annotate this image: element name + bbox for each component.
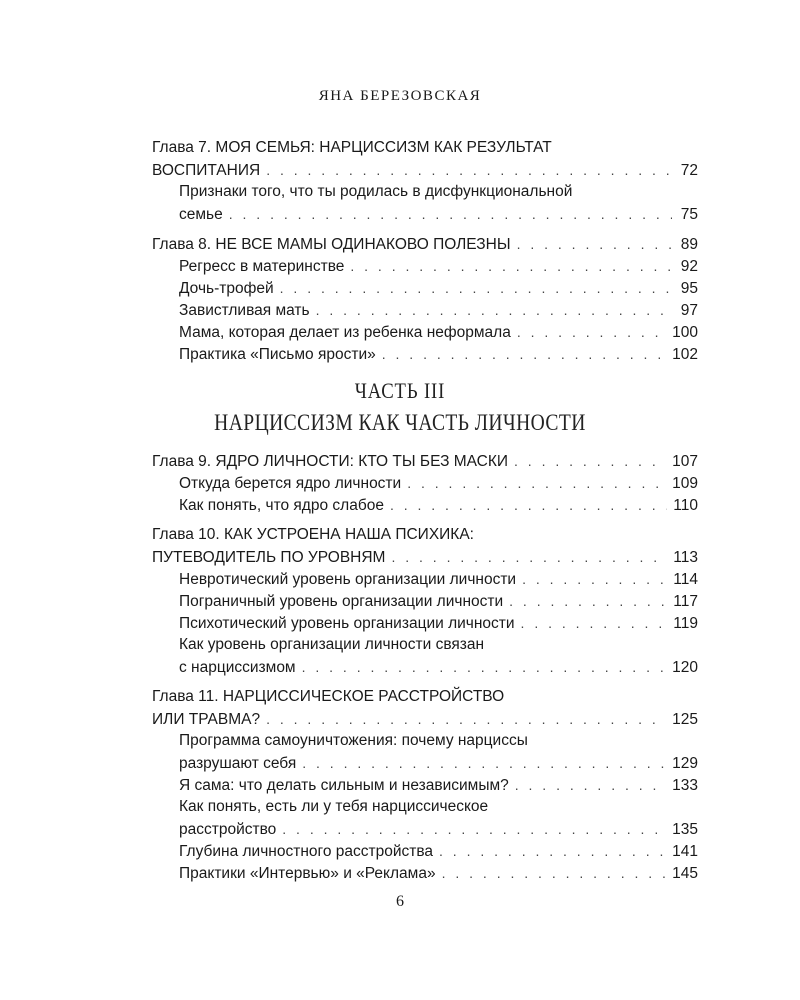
toc-subentry-title: Пограничный уровень организации личности (179, 593, 504, 610)
toc-subentry-line2[interactable] (152, 203, 698, 225)
toc-page-number: 97 (680, 302, 698, 319)
toc-subentry-title: Завистливая мать (179, 302, 310, 319)
toc-subentry-title: Глубина личностного расстройства (179, 843, 434, 860)
toc-section-a (152, 137, 698, 365)
toc-entry-title: ИЛИ ТРАВМА? (152, 711, 261, 728)
toc-entry-title: ПУТЕВОДИТЕЛЬ ПО УРОВНЯМ (152, 549, 386, 566)
toc-subentry[interactable] (152, 277, 698, 299)
leader-dots (407, 472, 666, 494)
toc-subentry[interactable] (152, 343, 698, 365)
toc-subentry-title: семье (179, 206, 223, 223)
leader-dots (266, 708, 666, 730)
toc-page-number: 135 (672, 821, 698, 838)
toc-entry-title: Глава 10. КАК УСТРОЕНА НАША ПСИХИКА: (152, 526, 474, 543)
toc-subentry[interactable] (152, 494, 698, 516)
leader-dots (390, 494, 667, 516)
toc-entry-chapter-7-line1[interactable] (152, 137, 698, 159)
toc-subentry-title: Как понять, есть ли у тебя нарциссическое (179, 798, 489, 815)
toc-page-number: 145 (672, 865, 698, 882)
toc-subentry[interactable] (152, 840, 698, 862)
toc-page-number: 113 (673, 549, 698, 566)
toc-subentry[interactable] (152, 568, 698, 590)
toc-entry-chapter-7-line2[interactable] (152, 159, 698, 181)
toc-subentry-title: Регресс в материнстве (179, 258, 345, 275)
toc-subentry-line1[interactable] (152, 730, 698, 752)
toc-page-number: 110 (673, 497, 698, 514)
toc-subentry[interactable] (152, 299, 698, 321)
leader-dots (442, 862, 667, 884)
toc-entry-title: Глава 9. ЯДРО ЛИЧНОСТИ: КТО ТЫ БЕЗ МАСКИ (152, 453, 509, 470)
toc-subentry-title: Программа самоуничтожения: почему нарциссы (179, 732, 528, 749)
toc-subentry-line2[interactable] (152, 656, 698, 678)
toc-page-number: 92 (680, 258, 698, 275)
leader-dots (509, 590, 667, 612)
toc-page-number: 125 (672, 711, 698, 728)
toc-subentry-title: расстройство (179, 821, 277, 838)
toc-page-number: 119 (673, 615, 698, 632)
leader-dots (266, 159, 672, 181)
leader-dots (302, 656, 667, 678)
toc-entry-chapter-9[interactable] (152, 450, 698, 472)
toc-subentry[interactable] (152, 255, 698, 277)
toc-subentry-title: Невротический уровень организации личности (179, 571, 517, 588)
toc-subentry-title: Я сама: что делать сильным и независимым? (179, 777, 509, 794)
toc-entry-chapter-10-line1[interactable] (152, 524, 698, 546)
toc-subentry-title: Мама, которая делает из ребенка неформала (179, 324, 511, 341)
toc-page-number: 117 (673, 593, 698, 610)
leader-dots (229, 203, 672, 225)
part-heading-title: НАРЦИССИЗМ КАК ЧАСТЬ ЛИЧНОСТИ (214, 410, 586, 435)
toc-entry-title: Глава 7. МОЯ СЕМЬЯ: НАРЦИССИЗМ КАК РЕЗУЛЬТАТ (152, 139, 552, 156)
toc-subentry-title: Практики «Интервью» и «Реклама» (179, 865, 436, 882)
toc-subentry-title: Дочь-трофей (179, 280, 274, 297)
toc-entry-chapter-11-line2[interactable] (152, 708, 698, 730)
leader-dots (522, 568, 667, 590)
toc-section-b (152, 450, 698, 884)
toc-entry-title: ВОСПИТАНИЯ (152, 162, 261, 179)
leader-dots (517, 233, 672, 255)
leader-dots (280, 277, 672, 299)
toc-page-number: 120 (672, 659, 698, 676)
toc-subentry-title: Практика «Письмо ярости» (179, 346, 376, 363)
leader-dots (316, 299, 672, 321)
toc-entry-title: Глава 11. НАРЦИССИЧЕСКОЕ РАССТРОЙСТВО (152, 688, 505, 705)
toc-page-number: 89 (680, 236, 698, 253)
toc-subentry-line2[interactable] (152, 752, 698, 774)
leader-dots (350, 255, 672, 277)
toc-subentry-title: Психотический уровень организации личности (179, 615, 515, 632)
toc-entry-title: Глава 8. НЕ ВСЕ МАМЫ ОДИНАКОВО ПОЛЕЗНЫ (152, 236, 511, 253)
page-number: 6 (396, 893, 404, 910)
toc-page-number: 114 (673, 571, 698, 588)
toc-page-number: 141 (672, 843, 698, 860)
toc-page-number: 75 (680, 206, 698, 223)
toc-subentry[interactable] (152, 612, 698, 634)
leader-dots (391, 546, 667, 568)
toc-subentry[interactable] (152, 590, 698, 612)
toc-subentry-title: разрушают себя (179, 755, 297, 772)
leader-dots (521, 612, 668, 634)
toc-entry-chapter-8[interactable] (152, 233, 698, 255)
toc-page-number: 107 (672, 453, 698, 470)
toc-subentry-line1[interactable] (152, 796, 698, 818)
toc-subentry[interactable] (152, 774, 698, 796)
leader-dots (514, 450, 666, 472)
part-heading-number: ЧАСТЬ III (354, 378, 446, 403)
leader-dots (439, 840, 666, 862)
leader-dots (302, 752, 666, 774)
toc-subentry[interactable] (152, 321, 698, 343)
running-head: ЯНА БЕРЕЗОВСКАЯ (318, 88, 482, 104)
toc-subentry-title: Признаки того, что ты родилась в дисфункциональной (179, 183, 573, 200)
toc-subentry[interactable] (152, 862, 698, 884)
toc-subentry-line2[interactable] (152, 818, 698, 840)
toc-page-number: 72 (680, 162, 698, 179)
toc-page-number: 95 (680, 280, 698, 297)
leader-dots (282, 818, 666, 840)
toc-page-number: 100 (672, 324, 698, 341)
leader-dots (515, 774, 666, 796)
toc-subentry-title: Как понять, что ядро слабое (179, 497, 384, 514)
leader-dots (517, 321, 666, 343)
toc-subentry-title: Как уровень организации личности связан (179, 636, 485, 653)
toc-page-number: 133 (672, 777, 698, 794)
toc-subentry[interactable] (152, 472, 698, 494)
toc-entry-chapter-11-line1[interactable] (152, 686, 698, 708)
toc-subentry-title: с нарциссизмом (179, 659, 296, 676)
toc-page-number: 102 (672, 346, 698, 363)
leader-dots (382, 343, 666, 365)
toc-page-number: 109 (672, 475, 698, 492)
toc-subentry-line1[interactable] (152, 634, 698, 656)
toc-page-number: 129 (672, 755, 698, 772)
toc-entry-chapter-10-line2[interactable] (152, 546, 698, 568)
toc-subentry-title: Откуда берется ядро личности (179, 475, 402, 492)
part-heading (0, 376, 800, 440)
toc-subentry-line1[interactable] (152, 181, 698, 203)
